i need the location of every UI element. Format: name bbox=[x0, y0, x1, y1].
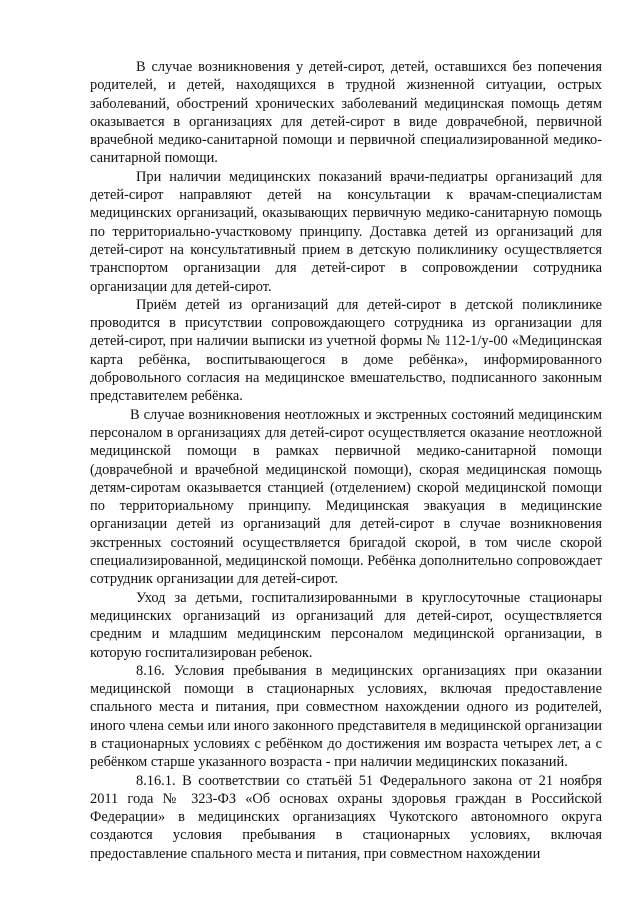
paragraph-section-8-16: 8.16. Условия пребывания в медицинских организациях при оказании медицинской помощи в стационарных условиях, включая предоставление спального места и питания, при совместном нахождении одного из родителей, иного члена семьи или иного законного представителя в медицинской организации в стационарных условиях с ребёнком до достижения им возраста четырех лет, а с ребёнком старше указанного возраста - при наличии медицинских показаний. bbox=[90, 662, 602, 771]
paragraph-emergency-care: В случае возникновения неотложных и экстренных состояний медицинским персоналом в организациях для детей-сирот осуществляется оказание неотложной медицинской помощи в рамках первичной медико-санитарной помощи (доврачебной и врачебной медицинской помощи), скорая медицинская помощь детям-сиротам оказывается станцией (отделением) скорой медицинской помощи по территориальному принципу. Медицинская эвакуация в медицинские организации детей из организаций для детей-сирот в случае возникновения экстренных состояний осуществляется бригадой скорой, в том числе скорой специализированной, медицинской помощи. Ребёнка дополнительно сопровождает сотрудник организации для детей-сирот. bbox=[90, 406, 602, 588]
paragraph-hospital-care: Уход за детьми, госпитализированными в круглосуточные стационары медицинских организаций из организаций для детей-сирот, осуществляется средним и младшим медицинским персоналом медицинской организации, в которую госпитализирован ребенок. bbox=[90, 589, 602, 661]
paragraph-section-8-16-1: 8.16.1. В соответствии со статьёй 51 Федерального закона от 21 ноября 2011 года № 323-ФЗ «Об основах охраны здоровья граждан в Российской Федерации» в медицинских организациях Чукотского автономного округа создаются условия пребывания в стационарных условиях, включая предоставление спального места и питания, при совместном нахождении bbox=[90, 772, 602, 862]
paragraph-specialist-consultations: При наличии медицинских показаний врачи-педиатры организаций для детей-сирот направляют детей на консультации к врачам-специалистам медицинских организаций, оказывающих первичную медико-санитарную помощь по территориально-участковому принципу. Доставка детей из организаций для детей-сирот на консультативный прием в детскую поликлинику осуществляется транспортом организации для детей-сирот в сопровождении сотрудника организации для детей-сирот. bbox=[90, 168, 602, 295]
paragraph-acute-illness-care: В случае возникновения у детей-сирот, детей, оставшихся без попечения родителей, и детей, находящихся в трудной жизненной ситуации, острых заболеваний, обострений хронических заболеваний медицинская помощь детям оказывается в организациях для детей-сирот в виде доврачебной, первичной врачебной медико-санитарной помощи и первичной специализированной медико-санитарной помощи. bbox=[90, 59, 602, 167]
document-page bbox=[90, 58, 602, 863]
paragraph-polyclinic-admission: Приём детей из организаций для детей-сирот в детской поликлинике проводится в присутствии сопровождающего сотрудника из организации для детей-сирот, при наличии выписки из учетной формы № 112-1/у-00 «Медицинская карта ребёнка, воспитывающегося в доме ребёнка», информированного добровольного согласия на медицинское вмешательство, подписанного законным представителем ребёнка. bbox=[90, 296, 602, 405]
